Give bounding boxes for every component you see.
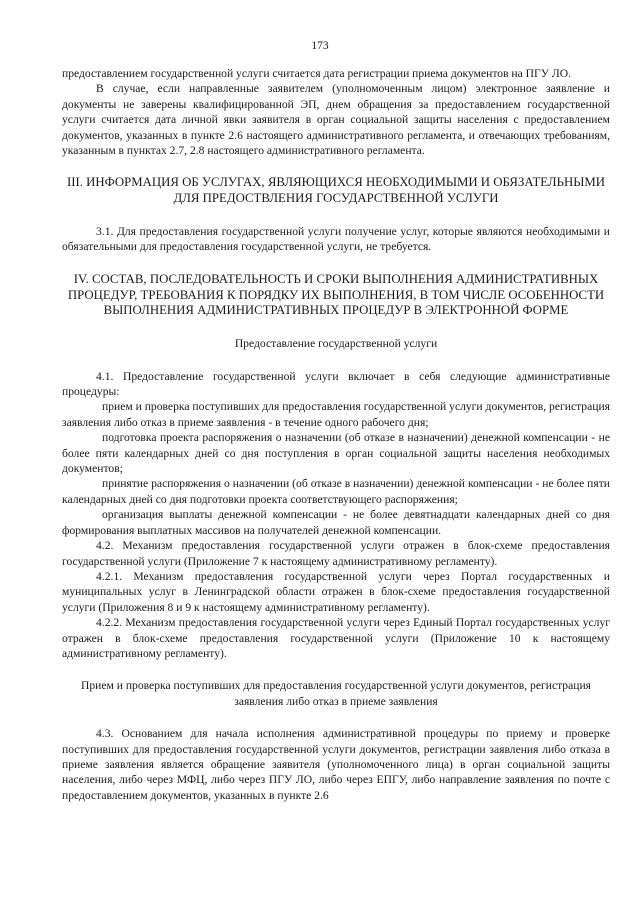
procedure-item-3: принятие распоряжения о назначении (об отказе в назначении) денежной компенсации - не более пяти календарных дней со дня подготовки проекта соответствующего распоряжения; — [62, 477, 610, 506]
paragraph-unqualified-signature: В случае, если направленные заявителем (уполномоченным лицом) электронное заявление и документы не заверены квалифицированной ЭП, днем обращения за предоставлением государственной услуги считается дата личной явки заявителя в орган социальной защиты населения с предоставлением документов, указанных в пункте 2.6 настоящего административного регламента, и отвечающих требованиям, указанным в пунктах 2.7, 2.8 настоящего административного регламента. — [62, 82, 610, 158]
paragraph-4-2-1: 4.2.1. Механизм предоставления государственной услуги через Портал государственных и муниципальных услуг в Ленинградской области отражен в блок-схеме предоставления государственной услуги (Приложения 8 и 9 к настоящему административному регламенту). — [62, 569, 610, 614]
paragraph-4-3: 4.3. Основанием для начала исполнения административной процедуры по приему и проверке поступивших для предоставления государственной услуги документов, регистрации заявления либо отказа в приеме заявления является обращение заявителя (уполномоченного лица) в орган социальной защиты населения, либо через МФЦ, либо через ПГУ ЛО, либо через ЕПГУ, либо направление заявления по почте с предоставлением документов, указанных в пункте 2.6 — [62, 727, 610, 802]
page-number: 173 — [311, 40, 329, 52]
section-heading-3: III. ИНФОРМАЦИЯ ОБ УСЛУГАХ, ЯВЛЯЮЩИХСЯ НЕОБХОДИМЫМИ И ОБЯЗАТЕЛЬНЫМИ ДЛЯ ПРЕДОСТВЛЕНИЯ ГОСУДАРСТВЕННОЙ УСЛУГИ — [67, 175, 605, 206]
subheading-reception: Прием и проверка поступивших для предоставления государственной услуги документов, регистрация заявления либо отказ в приеме заявления — [81, 679, 591, 708]
paragraph-4-2-2: 4.2.2. Механизм предоставления государственной услуги через Единый Портал государственных услуг отражен в блок-схеме предоставления государственной услуги (Приложение 10 к настоящему административному регламенту). — [62, 616, 610, 660]
paragraph-4-1: 4.1. Предоставление государственной услуги включает в себя следующие административные процедуры: — [62, 369, 610, 399]
paragraph-continuation: предоставлением государственной услуги считается дата регистрации приема документов на ПГУ ЛО. — [62, 67, 571, 80]
subheading-service-provision: Предоставление государственной услуги — [234, 337, 438, 351]
procedure-item-4: организация выплаты денежной компенсации - не более девятнадцати календарных дней со дня формирования выплатных массивов на получателей денежной компенсации. — [62, 508, 610, 537]
paragraph-3-1: 3.1. Для предоставления государственной услуги получение услуг, которые являются необходимыми и обязательными для предоставления государственной услуги, не требуется. — [62, 225, 610, 254]
paragraph-4-2: 4.2. Механизм предоставления государственной услуги отражен в блок-схеме предоставления государственной услуги (Приложение 7 к настоящему административному регламенту). — [62, 539, 610, 568]
procedure-item-1: прием и проверка поступивших для предоставления государственной услуги документов, регистрация заявления либо отказ в приеме заявления - в течение одного рабочего дня; — [62, 400, 610, 429]
section-heading-4: IV. СОСТАВ, ПОСЛЕДОВАТЕЛЬНОСТЬ И СРОКИ ВЫПОЛНЕНИЯ АДМИНИСТРАТИВНЫХ ПРОЦЕДУР, ТРЕБОВАНИЯ К ПОРЯДКУ ИХ ВЫПОЛНЕНИЯ, В ТОМ ЧИСЛЕ ОСОБЕННОСТИ ВЫПОЛНЕНИЯ АДМИНИСТРАТИВНЫХ ПРОЦЕДУР В ЭЛЕКТРОННОЙ ФОРМЕ — [67, 271, 605, 318]
procedure-item-2: подготовка проекта распоряжения о назначении (об отказе в назначении) денежной компенсации - не более пяти календарных дней со дня поступления в орган социальной защиты населения необходимых документов; — [62, 431, 610, 476]
document-body — [62, 66, 610, 803]
